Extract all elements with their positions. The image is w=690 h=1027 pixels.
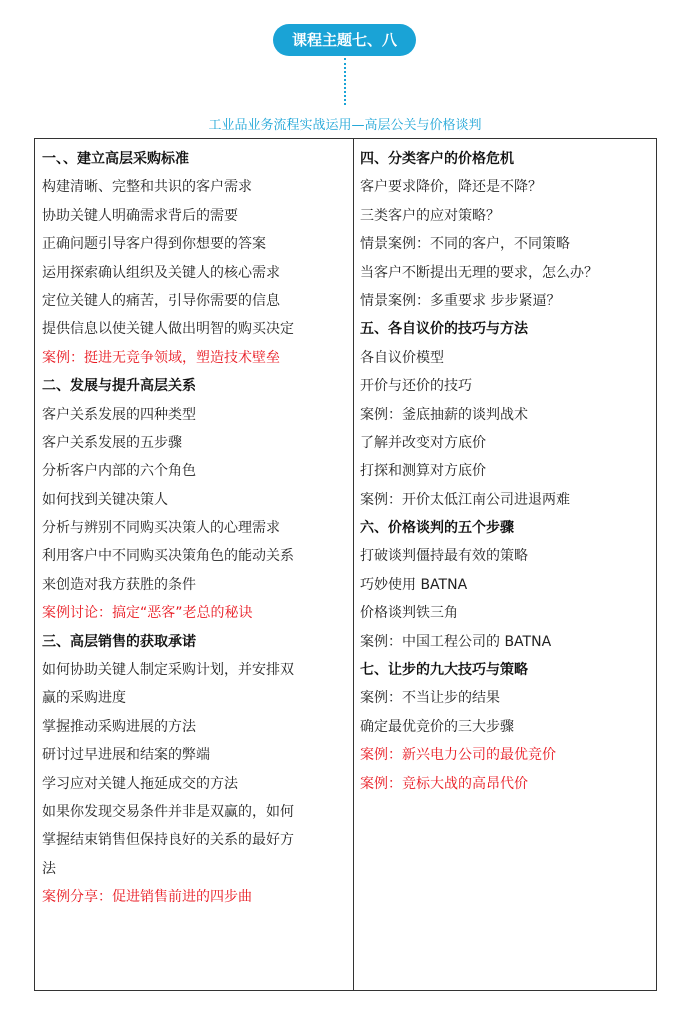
section-heading: 二、发展与提升高层关系 [42,378,196,395]
dotted-connector [344,58,346,105]
outline-item: 分析与辨别不同购买决策人的心理需求 [42,520,280,537]
left-column [42,145,348,912]
course-subtitle: 工业品业务流程实战运用—高层公关与价格谈判 [208,118,482,133]
outline-item: 开价与还价的技巧 [360,378,472,395]
outline-item: 巧妙使用 BATNA [360,576,468,593]
outline-item: 各自议价模型 [360,349,444,366]
outline-item: 学习应对关键人拖延成交的方法 [42,775,238,792]
outline-item: 构建清晰、完整和共识的客户需求 [42,179,252,196]
case-study-item: 案例：竞标大战的高昂代价 [360,775,528,792]
section-heading: 五、各自议价的技巧与方法 [360,321,528,338]
outline-item: 来创造对我方获胜的条件 [42,576,196,593]
outline-item: 法 [42,860,56,877]
section-heading: 一、、建立高层采购标准 [42,151,189,167]
outline-item: 运用探索确认组织及关键人的核心需求 [42,264,280,281]
outline-item: 当客户不断提出无理的要求，怎么办？ [360,264,598,281]
right-column [360,145,654,798]
column-divider [353,139,354,990]
outline-item: 案例：中国工程公司的 BATNA [360,633,552,650]
course-outline-table [34,138,657,991]
case-study-item: 案例讨论：搞定“恶客”老总的秘诀 [42,605,253,622]
outline-item: 客户关系发展的五步骤 [42,434,182,451]
outline-item: 如果你发现交易条件并非是双赢的，如何 [42,803,294,820]
outline-item: 提供信息以使关键人做出明智的购买决定 [42,321,294,338]
case-study-item: 案例：挺进无竞争领域，塑造技术壁垒 [42,349,280,366]
outline-item: 研讨过早进展和结案的弊端 [42,747,210,764]
outline-item: 利用客户中不同购买决策角色的能动关系 [42,548,294,565]
outline-item: 协助关键人明确需求背后的需要 [42,207,238,224]
outline-item: 确定最优竞价的三大步骤 [360,718,514,735]
section-heading: 七、让步的九大技巧与策略 [360,662,528,679]
outline-item: 定位关键人的痛苦，引导你需要的信息 [42,292,280,309]
outline-item: 案例：釜底抽薪的谈判战术 [360,406,528,423]
outline-item: 赢的采购进度 [42,690,126,707]
outline-item: 分析客户内部的六个角色 [42,463,196,480]
case-study-item: 案例分享：促进销售前进的四步曲 [42,889,252,906]
outline-item: 案例：不当让步的结果 [360,690,500,707]
outline-item: 掌握推动采购进展的方法 [42,718,196,735]
section-heading: 六、价格谈判的五个步骤 [360,520,514,537]
section-heading: 三、高层销售的获取承诺 [42,633,196,650]
outline-item: 掌握结束销售但保持良好的关系的最好方 [42,832,294,849]
outline-item: 客户要求降价，降还是不降？ [360,179,542,196]
outline-item: 如何协助关键人制定采购计划，并安排双 [42,662,294,679]
outline-item: 情景案例：多重要求 步步紧逼？ [360,292,561,309]
outline-item: 三类客户的应对策略？ [360,207,500,224]
outline-item: 客户关系发展的四种类型 [42,406,196,423]
outline-item: 了解并改变对方底价 [360,434,486,451]
section-heading: 四、分类客户的价格危机 [360,151,514,167]
outline-item: 情景案例：不同的客户，不同策略 [360,236,570,253]
outline-item: 如何找到关键决策人 [42,491,168,508]
outline-item: 打探和测算对方底价 [360,463,486,480]
course-topic-badge: 课程主题七、八 [273,24,416,56]
outline-item: 价格谈判铁三角 [360,605,458,622]
case-study-item: 案例：新兴电力公司的最优竞价 [360,747,556,764]
outline-item: 打破谈判僵持最有效的策略 [360,548,528,565]
outline-item: 正确问题引导客户得到你想要的答案 [42,236,266,253]
outline-item: 案例：开价太低江南公司进退两难 [360,491,570,508]
